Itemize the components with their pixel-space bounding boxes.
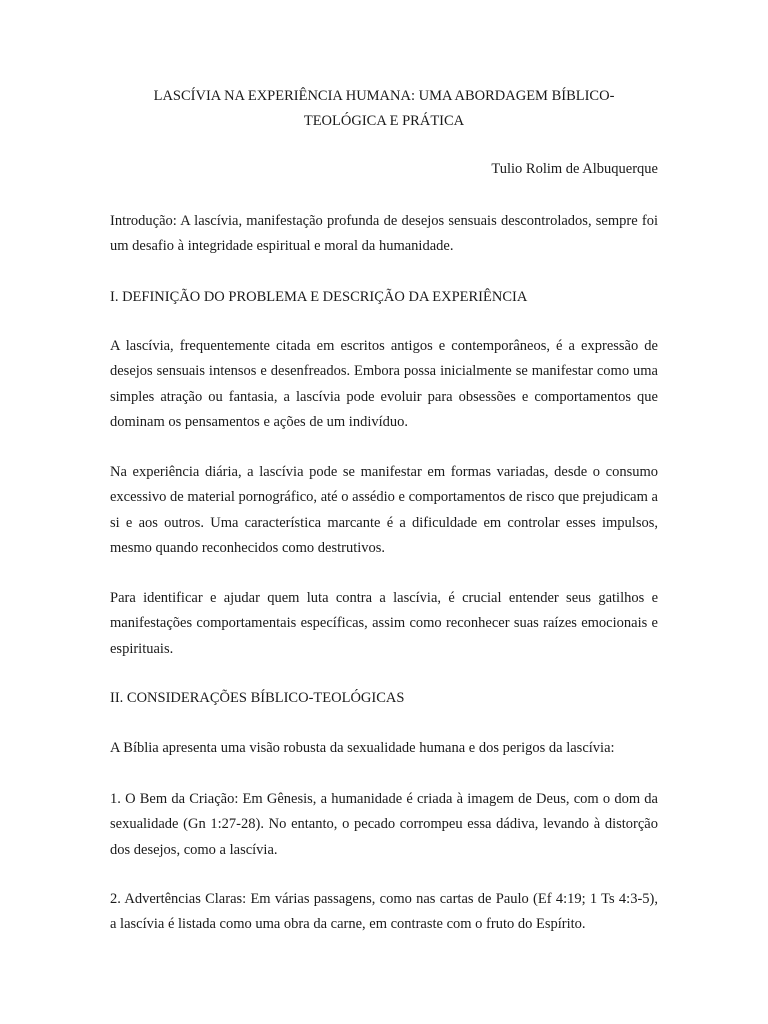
section-2-item-1: 1. O Bem da Criação: Em Gênesis, a humanidade é criada à imagem de Deus, com o dom da sexualidade (Gn 1:27-28). No entanto, o pecado corrompeu essa dádiva, levando à distorção dos desejos, como a lascívia. xyxy=(110,791,658,858)
section-1-heading: I. DEFINIÇÃO DO PROBLEMA E DESCRIÇÃO DA EXPERIÊNCIA xyxy=(110,289,528,305)
section-2-item-2: 2. Advertências Claras: Em várias passagens, como nas cartas de Paulo (Ef 4:19; 1 Ts 4:3-5), a lascívia é listada como uma obra da carne, em contraste com o fruto do Espírito. xyxy=(110,891,658,933)
author-name: Tulio Rolim de Albuquerque xyxy=(491,161,658,177)
section-1-paragraph-2: Na experiência diária, a lascívia pode se manifestar em formas variadas, desde o consumo excessivo de material pornográfico, até o assédio e comportamentos de risco que prejudicam a si e aos outros. Uma característica marcante é a dificuldade em controlar esses impulsos, mesmo quando reconhecidos como destrutivos. xyxy=(110,464,658,556)
section-2-heading: II. CONSIDERAÇÕES BÍBLICO-TEOLÓGICAS xyxy=(110,690,405,706)
section-1-paragraph-3: Para identificar e ajudar quem luta contra a lascívia, é crucial entender seus gatilhos e manifestações comportamentais específicas, assim como reconhecer suas raízes emocionais e espirituais. xyxy=(110,590,658,657)
document-title xyxy=(110,84,658,134)
title-line-2: TEOLÓGICA E PRÁTICA xyxy=(303,113,465,129)
title-line-1: LASCÍVIA NA EXPERIÊNCIA HUMANA: UMA ABORDAGEM BÍBLICO- xyxy=(153,88,615,104)
intro-paragraph: Introdução: A lascívia, manifestação profunda de desejos sensuais descontrolados, sempre foi um desafio à integridade espiritual e moral da humanidade. xyxy=(110,213,658,255)
section-1-paragraph-1: A lascívia, frequentemente citada em escritos antigos e contemporâneos, é a expressão de desejos sensuais intensos e desenfreados. Embora possa inicialmente se manifestar como uma simples atração ou fantasia, a lascívia pode evoluir para obsessões e comportamentos que dominam os pensamentos e ações de um indivíduo. xyxy=(110,338,658,430)
section-2-intro: A Bíblia apresenta uma visão robusta da sexualidade humana e dos perigos da lascívia: xyxy=(110,740,615,756)
